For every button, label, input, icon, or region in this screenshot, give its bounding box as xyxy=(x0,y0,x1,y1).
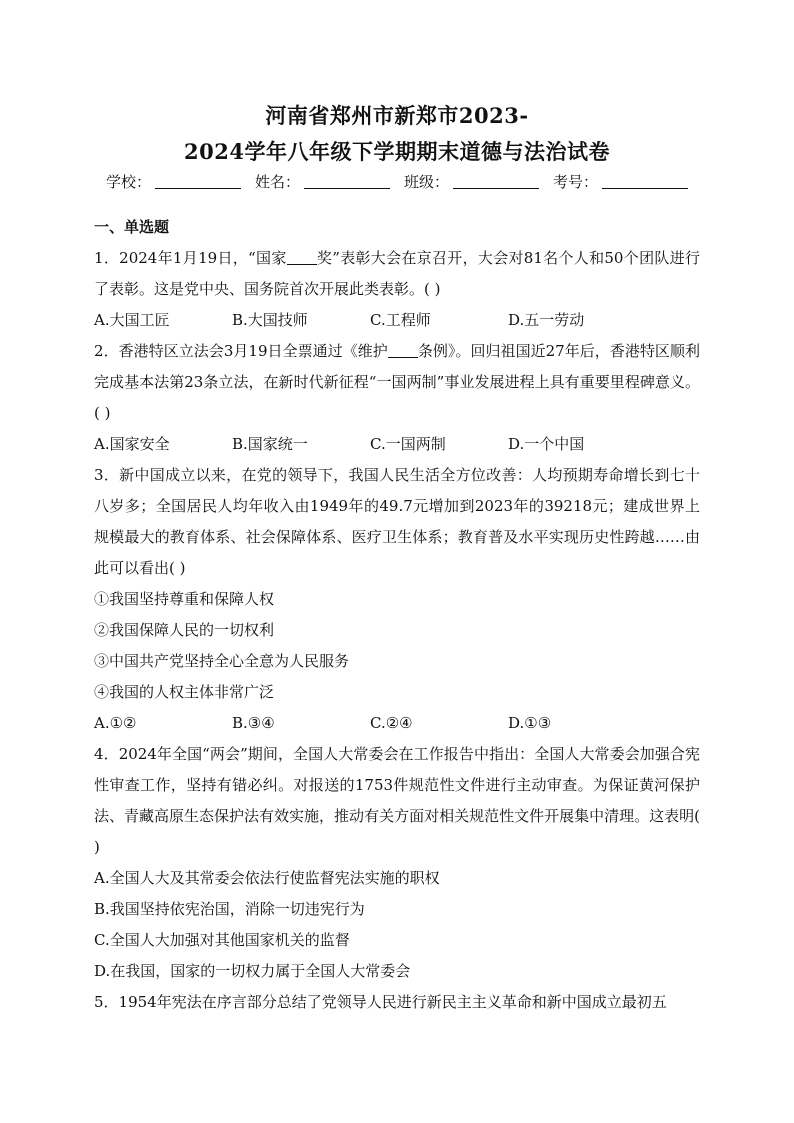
question-4: 4．2024年全国“两会”期间，全国人大常委会在工作报告中指出：全国人大常委会加强合宪性审查工作，坚持有错必纠。对报送的1753件规范性文件进行主动审查。为保证黄河保护法、青藏高原生态保护法有效实施，推动有关方面对相关规范性文件开展集中清理。这表明( ) xyxy=(94,745,700,856)
name-blank[interactable] xyxy=(304,174,390,189)
exam-content xyxy=(94,212,700,1018)
q1-option-a[interactable]: A.大国工匠 xyxy=(94,311,170,329)
q3-option-a[interactable]: A.①② xyxy=(94,714,137,732)
q1-stem-start: 1．2024年1月19日，“国家 xyxy=(94,249,287,267)
q3-item-2: ②我国保障人民的一切权利 xyxy=(94,621,275,639)
q2-stem-end: 条例》。回归祖国近27年后，香港特区顺利完成基本法第23条立法，在新时代新征程“一国两制”事业发展进程上具有重要里程碑意义。( ) xyxy=(94,342,700,422)
q1-blank xyxy=(287,250,317,265)
exam-title-line2: 2024学年八年级下学期期末道德与法治试卷 xyxy=(184,139,610,164)
student-info-line xyxy=(0,171,794,192)
number-label: 考号： xyxy=(553,173,599,191)
q1-option-d[interactable]: D.五一劳动 xyxy=(508,311,585,329)
q2-stem-start: 2．香港特区立法会3月19日全票通过《维护 xyxy=(94,342,388,360)
q2-blank xyxy=(388,343,418,358)
class-label: 班级： xyxy=(404,173,450,191)
q2-option-b[interactable]: B.国家统一 xyxy=(232,435,308,453)
q2-option-d[interactable]: D.一个中国 xyxy=(508,435,585,453)
question-2 xyxy=(94,336,700,429)
q3-option-b[interactable]: B.③④ xyxy=(232,714,275,732)
school-label: 学校： xyxy=(105,173,151,191)
q3-item-1: ①我国坚持尊重和保障人权 xyxy=(94,590,275,608)
q4-option-d[interactable]: D.在我国，国家的一切权力属于全国人大常委会 xyxy=(94,962,411,980)
q3-option-d[interactable]: D.①③ xyxy=(508,714,552,732)
number-blank[interactable] xyxy=(602,174,688,189)
question-5: 5．1954年宪法在序言部分总结了党领导人民进行新民主主义革命和新中国成立最初五 xyxy=(94,993,667,1011)
q4-option-a[interactable]: A.全国人大及其常委会依法行使监督宪法实施的职权 xyxy=(94,869,440,887)
q3-options xyxy=(94,708,700,739)
school-blank[interactable] xyxy=(155,174,241,189)
q3-option-c[interactable]: C.②④ xyxy=(370,714,413,732)
q1-stem-end: 奖”表彰大会在京召开，大会对81名个人和50个团队进行了表彰。这是党中央、国务院首次开展此类表彰。( ) xyxy=(94,249,700,298)
q4-option-c[interactable]: C.全国人大加强对其他国家机关的监督 xyxy=(94,931,350,949)
section-title: 一、单选题 xyxy=(94,218,170,236)
q2-option-c[interactable]: C.一国两制 xyxy=(370,435,446,453)
name-label: 姓名： xyxy=(254,173,300,191)
q2-option-a[interactable]: A.国家安全 xyxy=(94,435,170,453)
question-1 xyxy=(94,243,700,305)
q2-options xyxy=(94,429,700,460)
q1-options xyxy=(94,305,700,336)
q3-item-3: ③中国共产党坚持全心全意为人民服务 xyxy=(94,652,350,670)
exam-title-line1: 河南省郑州市新郑市2023- xyxy=(265,103,529,128)
class-blank[interactable] xyxy=(453,174,539,189)
q3-item-4: ④我国的人权主体非常广泛 xyxy=(94,683,275,701)
question-3: 3．新中国成立以来，在党的领导下，我国人民生活全方位改善：人均预期寿命增长到七十八岁多；全国居民人均年收入由1949年的49.7元增加到2023年的39218元；建成世界上规模最大的教育体系、社会保障体系、医疗卫生体系；教育普及水平实现历史性跨越……由此可以看出( ) xyxy=(94,466,700,577)
q1-option-b[interactable]: B.大国技师 xyxy=(232,311,308,329)
q1-option-c[interactable]: C.工程师 xyxy=(370,311,431,329)
q4-option-b[interactable]: B.我国坚持依宪治国，消除一切违宪行为 xyxy=(94,900,365,918)
